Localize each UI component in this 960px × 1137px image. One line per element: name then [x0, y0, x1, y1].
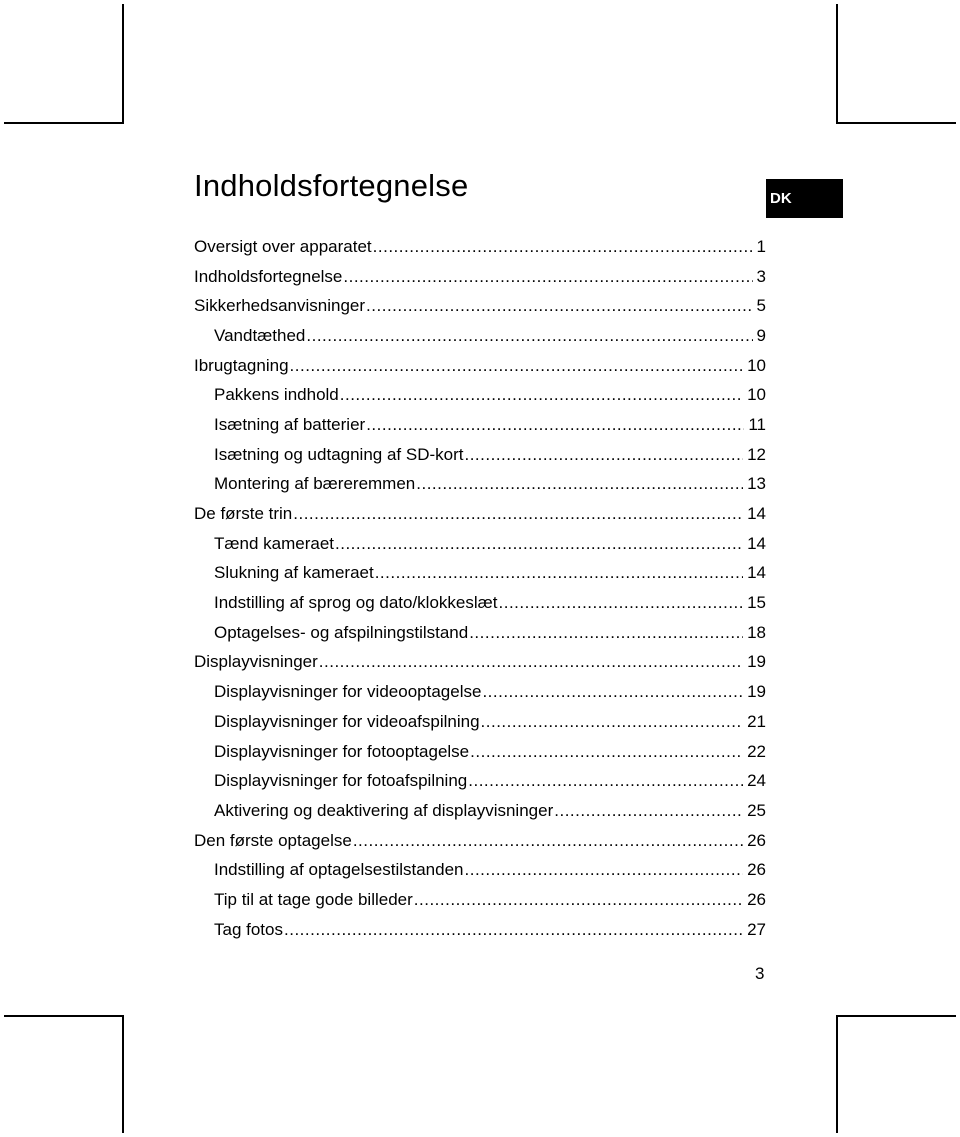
toc-entry[interactable]	[194, 885, 766, 915]
toc-entry-page: 22	[747, 741, 766, 761]
toc-entry-label: Sikkerhedsanvisninger	[194, 296, 366, 316]
toc-entry[interactable]	[194, 529, 766, 559]
toc-dot-leader	[414, 890, 743, 910]
page-title: Indholdsfortegnelse	[194, 168, 469, 203]
toc-entry-label: Isætning af batterier	[214, 414, 366, 434]
toc-entry[interactable]	[194, 380, 766, 410]
toc-dot-leader	[366, 415, 744, 435]
toc-entry[interactable]	[194, 291, 766, 321]
toc-entry[interactable]	[194, 470, 766, 500]
toc-entry-label: Den første optagelse	[194, 830, 352, 850]
toc-dot-leader	[293, 504, 743, 524]
page-number: 3	[755, 964, 765, 983]
toc-dot-leader	[416, 474, 743, 494]
toc-dot-leader	[554, 801, 743, 821]
toc-entry-label: Displayvisninger for videoafspilning	[214, 711, 480, 731]
toc-entry-page: 26	[747, 889, 766, 909]
toc-entry[interactable]	[194, 677, 766, 707]
toc-entry-label: Montering af bæreremmen	[214, 474, 416, 494]
toc-entry[interactable]	[194, 707, 766, 737]
toc-entry-page: 10	[747, 355, 766, 375]
toc-entry-page: 15	[747, 593, 766, 613]
toc-entry-label: Ibrugtagning	[194, 355, 289, 375]
toc-entry-page: 25	[747, 800, 766, 820]
toc-dot-leader	[482, 682, 743, 702]
toc-entry-page: 5	[756, 296, 766, 316]
toc-dot-leader	[481, 712, 744, 732]
toc-entry-page: 14	[747, 563, 766, 583]
toc-entry-page: 14	[747, 504, 766, 524]
toc-entry-label: Displayvisninger for fotooptagelse	[214, 741, 470, 761]
crop-mark-bottom-left-vertical	[122, 1015, 124, 1133]
crop-mark-top-right-vertical	[836, 4, 838, 124]
toc-entry-page: 21	[747, 711, 766, 731]
crop-mark-top-left-horizontal	[4, 122, 124, 124]
toc-entry-label: Displayvisninger for videooptagelse	[214, 682, 482, 702]
toc-entry-label: Tag fotos	[214, 919, 283, 939]
toc-entry[interactable]	[194, 410, 766, 440]
toc-dot-leader	[366, 296, 752, 316]
toc-entry[interactable]	[194, 618, 766, 648]
toc-entry-label: Displayvisninger	[194, 652, 318, 672]
crop-mark-top-left-vertical	[122, 4, 124, 124]
toc-dot-leader	[499, 593, 744, 613]
toc-entry-page: 18	[747, 622, 766, 642]
toc-entry[interactable]	[194, 440, 766, 470]
toc-entry[interactable]	[194, 648, 766, 678]
toc-entry-label: Tænd kameraet	[214, 533, 334, 553]
toc-entry[interactable]	[194, 559, 766, 589]
toc-entry-page: 9	[756, 325, 766, 345]
toc-entry[interactable]	[194, 737, 766, 767]
crop-mark-bottom-right-vertical	[836, 1015, 838, 1133]
toc-entry[interactable]	[194, 262, 766, 292]
crop-mark-bottom-right-horizontal	[836, 1015, 956, 1017]
toc-entry[interactable]	[194, 232, 766, 262]
toc-entry-page: 11	[748, 414, 766, 434]
toc-entry[interactable]	[194, 796, 766, 826]
toc-dot-leader	[464, 445, 743, 465]
toc-entry-label: Aktivering og deaktivering af displayvisninger	[214, 800, 554, 820]
toc-dot-leader	[468, 771, 743, 791]
toc-dot-leader	[290, 356, 744, 376]
toc-entry-label: Vandtæthed	[214, 325, 306, 345]
toc-entry-page: 19	[747, 652, 766, 672]
toc-dot-leader	[375, 563, 743, 583]
toc-dot-leader	[469, 623, 743, 643]
toc-entry-label: Indstilling af optagelsestilstanden	[214, 860, 464, 880]
toc-entry-label: Tip til at tage gode billeder	[214, 889, 413, 909]
toc-entry-page: 12	[747, 444, 766, 464]
crop-mark-bottom-left-horizontal	[4, 1015, 124, 1017]
toc-dot-leader	[284, 920, 743, 940]
toc-entry[interactable]	[194, 915, 766, 945]
crop-mark-top-right-horizontal	[836, 122, 956, 124]
toc-entry-label: Pakkens indhold	[214, 385, 339, 405]
toc-dot-leader	[470, 742, 743, 762]
toc-entry[interactable]	[194, 499, 766, 529]
toc-entry-label: Oversigt over apparatet	[194, 236, 372, 256]
toc-dot-leader	[335, 534, 743, 554]
toc-entry-page: 14	[747, 533, 766, 553]
toc-entry[interactable]	[194, 321, 766, 351]
toc-entry-page: 27	[747, 919, 766, 939]
toc-entry[interactable]	[194, 588, 766, 618]
toc-entry-label: De første trin	[194, 504, 293, 524]
language-badge: DK	[766, 179, 843, 218]
table-of-contents	[194, 232, 766, 945]
toc-entry-label: Indstilling af sprog og dato/klokkeslæt	[214, 593, 498, 613]
toc-entry-page: 26	[747, 860, 766, 880]
toc-dot-leader	[465, 860, 744, 880]
toc-entry-page: 26	[747, 830, 766, 850]
toc-entry[interactable]	[194, 351, 766, 381]
toc-dot-leader	[340, 385, 743, 405]
toc-entry-label: Displayvisninger for fotoafspilning	[214, 771, 468, 791]
toc-entry-page: 24	[747, 771, 766, 791]
toc-entry-page: 10	[747, 385, 766, 405]
toc-dot-leader	[353, 831, 743, 851]
toc-entry-label: Slukning af kameraet	[214, 563, 374, 583]
toc-entry[interactable]	[194, 855, 766, 885]
toc-entry-label: Indholdsfortegnelse	[194, 266, 343, 286]
toc-entry-page: 1	[756, 236, 766, 256]
toc-dot-leader	[306, 326, 752, 346]
toc-entry-label: Optagelses- og afspilningstilstand	[214, 622, 469, 642]
toc-entry-page: 19	[747, 682, 766, 702]
toc-entry-page: 13	[747, 474, 766, 494]
toc-dot-leader	[373, 237, 753, 257]
toc-dot-leader	[343, 267, 752, 287]
toc-entry[interactable]	[194, 826, 766, 856]
toc-dot-leader	[319, 652, 743, 672]
toc-entry-page: 3	[756, 266, 766, 286]
toc-entry-label: Isætning og udtagning af SD-kort	[214, 444, 464, 464]
toc-entry[interactable]	[194, 766, 766, 796]
